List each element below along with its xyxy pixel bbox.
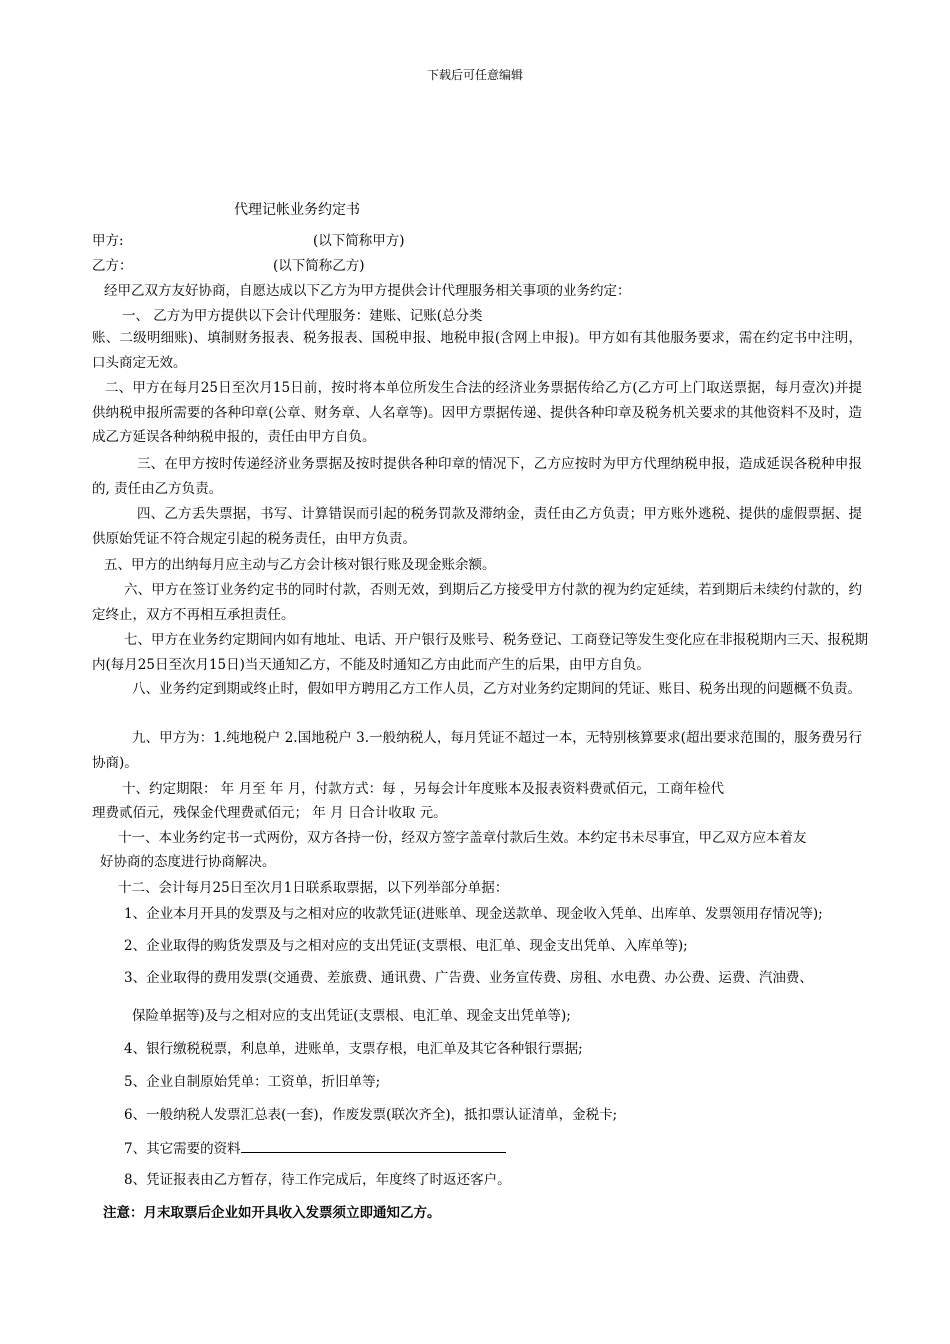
list-item-7: [124, 1138, 506, 1158]
party-b-label: 乙方：: [92, 258, 133, 274]
clause-11-line-2: 好协商的态度进行协商解决。: [100, 854, 276, 870]
party-a-note: (以下简称甲方): [313, 233, 405, 249]
list-item-6: 6、一般纳税人发票汇总表(一套)，作废发票(联次齐全)，抵扣票认证清单，金税卡;: [124, 1107, 618, 1123]
list-item-1: 1、企业本月开具的发票及与之相对应的收款凭证(进账单、现金送款单、现金收入凭单、出库单、发票领用存情况等);: [124, 906, 823, 922]
clause-6: 六、甲方在签订业务约定书的同时付款，否则无效，到期后乙方接受甲方付款的视为约定延续，若到期后未续约付款的，约定终止，双方不再相互承担责任。: [92, 582, 862, 623]
clause-5: 五、甲方的出纳每月应主动与乙方会计核对银行账及现金账余额。: [104, 557, 496, 573]
bold-notice: 注意：月末取票后企业如开具收入发票须立即通知乙方。: [103, 1205, 441, 1221]
clause-11-line-1: 十一、本业务约定书一式两份，双方各持一份，经双方签字盖章付款后生效。本约定书未尽事宜，甲乙双方应本着友: [118, 830, 807, 846]
fill-in-blank-line: [241, 1138, 506, 1153]
clause-8: 八、业务约定到期或终止时，假如甲方聘用乙方工作人员，乙方对业务约定期间的凭证、账目、税务出现的问题概不负责。: [132, 681, 861, 697]
list-item-3-line-2: 保险单据等)及与之相对应的支出凭证(支票根、电汇单、现金支出凭单等);: [132, 1008, 571, 1024]
clause-2: 二、甲方在每月25日至次月15日前，按时将本单位所发生合法的经济业务票据传给乙方(乙方可上门取送票据，每月壹次)并提供纳税申报所需要的各种印章(公章、财务章、人名章等)。因甲方票据传递、提供各种印章及税务机关要求的其他资料不及时，造成乙方延误各种纳税申报的，责任由甲方自负。: [92, 380, 862, 445]
clause-4: 四、乙方丢失票据，书写、计算错误而引起的税务罚款及滞纳金，责任由乙方负责；甲方账外逃税、提供的虚假票据、提供原始凭证不符合规定引起的税务责任，由甲方负责。: [92, 506, 862, 547]
clause-1-first-line: 一、 乙方为甲方提供以下会计代理服务：建账、记账(总分类: [122, 308, 483, 324]
clause-7: 七、甲方在业务约定期间内如有地址、电话、开户银行及账号、税务登记、工商登记等发生变化应在非报税期内三天、报税期内(每月25日至次月15日)当天通知乙方，不能及时通知乙方由此而产生的后果，由甲方自负。: [92, 632, 868, 673]
document-title: 代理记帐业务约定书: [234, 202, 360, 218]
party-b-note: (以下简称乙方): [273, 258, 365, 274]
clause-1-rest: 账、二级明细账)、填制财务报表、税务报表、国税申报、地税申报(含网上申报)。甲方如有其他服务要求，需在约定书中注明，口头商定无效。: [92, 330, 862, 371]
clause-10-line-2: 理费贰佰元，残保金代理费贰佰元； 年 月 日合计收取 元。: [92, 805, 447, 821]
party-a-label: 甲方:: [92, 233, 124, 249]
clause-12: 十二、会计每月25日至次月1日联系取票据，以下列举部分单据：: [118, 880, 509, 896]
list-item-5: 5、企业自制原始凭单：工资单，折旧单等;: [124, 1074, 381, 1090]
page-header: 下载后可任意编辑: [426, 68, 523, 82]
clause-9: 九、甲方为：1.纯地税户 2.国地税户 3.一般纳税人，每月凭证不超过一本，无特别核算要求(超出要求范围的，服务费另行协商)。: [92, 730, 862, 771]
list-item-3-line-1: 3、企业取得的费用发票(交通费、差旅费、通讯费、广告费、业务宣传费、房租、水电费、办公费、运费、汽油费、: [124, 970, 813, 986]
clause-10-line-1: 十、约定期限： 年 月至 年 月，付款方式：每 ，另每会计年度账本及报表资料费贰佰元，工商年检代: [122, 781, 724, 797]
list-item-4: 4、银行缴税税票，利息单，进账单，支票存根，电汇单及其它各种银行票据;: [124, 1041, 583, 1057]
list-item-7-label: 7、其它需要的资料: [124, 1141, 241, 1157]
list-item-8: 8、凭证报表由乙方暂存，待工作完成后，年度终了时返还客户。: [124, 1172, 511, 1188]
intro-paragraph: 经甲乙双方友好协商，自愿达成以下乙方为甲方提供会计代理服务相关事项的业务约定：: [104, 283, 631, 299]
clause-3: 三、在甲方按时传递经济业务票据及按时提供各种印章的情况下，乙方应按时为甲方代理纳税申报，造成延误各税种申报的, 责任由乙方负责。: [92, 456, 862, 497]
list-item-2: 2、企业取得的购货发票及与之相对应的支出凭证(支票根、电汇单、现金支出凭单、入库单等);: [124, 938, 688, 954]
